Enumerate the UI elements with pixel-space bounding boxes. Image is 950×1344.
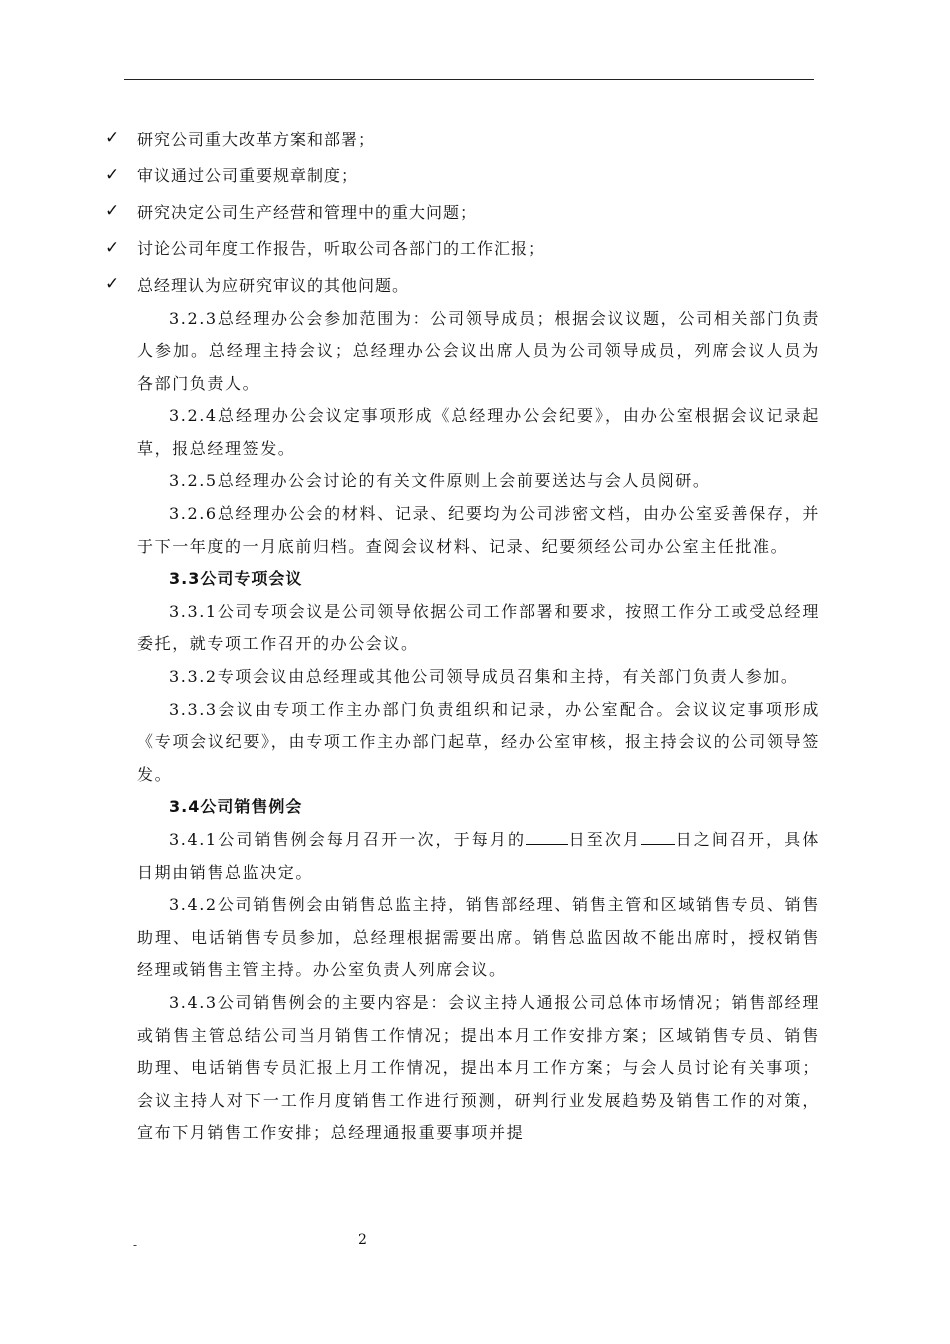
- bullet-item: [105, 157, 820, 194]
- paragraph-3-4-3: 3.4.3公司销售例会的主要内容是：会议主持人通报公司总体市场情况；销售部经理或销售主管总结公司当月销售工作情况；提出本月工作安排方案；区域销售专员、销售助理、电话销售专员汇报上月工作情况，提出本月工作方案；与会人员讨论有关事项；会议主持人对下一工作月度销售工作进行预测，研判行业发展趋势及销售工作的对策，宣布下月销售工作安排；总经理通报重要事项并提: [137, 992, 820, 1143]
- page-number: 2: [358, 1232, 367, 1248]
- footer-mark: -: [133, 1238, 138, 1252]
- section-heading-3-3: 3.3公司专项会议: [169, 569, 303, 589]
- header-rule: [124, 79, 814, 80]
- fill-in-blank-day-end: [641, 826, 675, 845]
- paragraph-3-3-2: 3.3.2专项会议由总经理或其他公司领导成员召集和主持，有关部门负责人参加。: [169, 667, 799, 687]
- bullet-item: [105, 230, 820, 267]
- bullet-text: 研究公司重大改革方案和部署；: [137, 129, 376, 149]
- paragraph-3-4-1: [137, 824, 820, 889]
- paragraph-3-2-6: 3.2.6总经理办公会的材料、记录、纪要均为公司涉密文档，由办公室妥善保存，并于下一年度的一月底前归档。查阅会议材料、记录、纪要须经公司办公室主任批准。: [137, 504, 820, 556]
- paragraph-3-4-1-part-a: 3.4.1公司销售例会每月召开一次，于每月的: [169, 830, 527, 849]
- paragraph-3-2-3: 3.2.3总经理办公会参加范围为：公司领导成员；根据会议议题，公司相关部门负责人参加。总经理主持会议；总经理办公会议出席人员为公司领导成员，列席会议人员为各部门负责人。: [137, 308, 820, 393]
- paragraph-3-4-1-part-c: 日之间召开，具体日期由销售总监决定。: [137, 830, 820, 882]
- paragraph-3-4-1-part-b: 日至次月: [568, 830, 642, 849]
- checkmark-icon: ✓: [105, 274, 121, 295]
- paragraph-3-4-2: 3.4.2公司销售例会由销售总监主持，销售部经理、销售主管和区域销售专员、销售助理、电话销售专员参加，总经理根据需要出席。销售总监因故不能出席时，授权销售经理或销售主管主持。办公室负责人列席会议。: [137, 895, 820, 980]
- checkmark-icon: ✓: [105, 237, 121, 258]
- paragraph-3-2-5: 3.2.5总经理办公会讨论的有关文件原则上会前要送达与会人员阅研。: [169, 471, 711, 491]
- bullet-item: [105, 193, 820, 230]
- checkmark-icon: ✓: [105, 201, 121, 222]
- paragraph-3-3-3: 3.3.3会议由专项工作主办部门负责组织和记录，办公室配合。会议议定事项形成《专项会议纪要》，由专项工作主办部门起草，经办公室审核，报主持会议的公司领导签发。: [137, 699, 820, 784]
- bullet-text: 审议通过公司重要规章制度；: [137, 166, 359, 186]
- document-body: [105, 120, 820, 1150]
- bullet-text: 讨论公司年度工作报告，听取公司各部门的工作汇报；: [137, 239, 546, 259]
- paragraph-3-3-1: 3.3.1公司专项会议是公司领导依据公司工作部署和要求，按照工作分工或受总经理委托，就专项工作召开的办公会议。: [137, 601, 820, 654]
- bullet-text: 研究决定公司生产经营和管理中的重大问题；: [137, 202, 478, 222]
- checkmark-icon: ✓: [105, 164, 121, 185]
- checkmark-icon: ✓: [105, 128, 121, 149]
- section-heading-3-4: 3.4公司销售例会: [169, 797, 303, 817]
- bullet-item: [105, 266, 820, 303]
- bullet-text: 总经理认为应研究审议的其他问题。: [137, 275, 410, 295]
- fill-in-blank-day-start: [526, 826, 568, 845]
- bullet-item: [105, 120, 820, 157]
- paragraph-3-2-4: 3.2.4总经理办公会议定事项形成《总经理办公会纪要》，由办公室根据会议记录起草，报总经理签发。: [137, 406, 820, 458]
